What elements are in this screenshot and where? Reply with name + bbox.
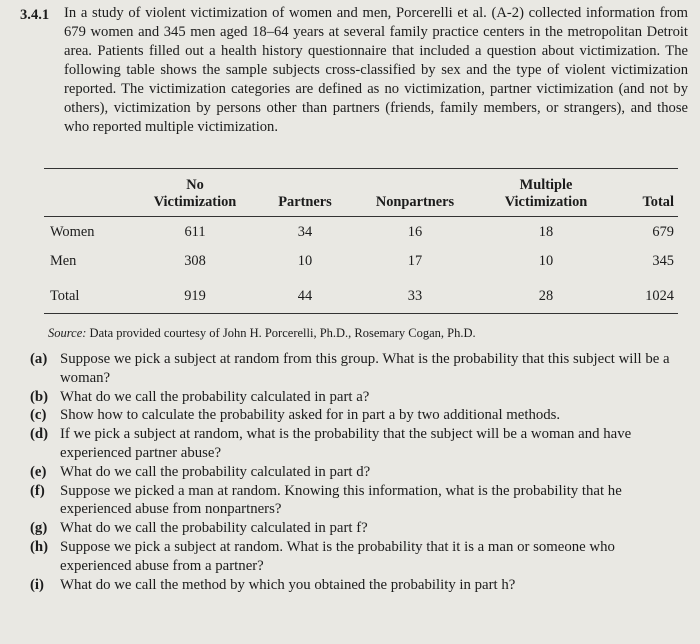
list-item bbox=[20, 576, 688, 595]
problem-text: In a study of violent victimization of women and men, Porcerelli et al. (A-2) collected information from 679 women and 345 men aged 18–64 years at several family practice centers in the metropolitan Detroit area. Patients filled out a health history questionnaire that included a question about victimization. The following table shows the sample subjects cross-classified by sex and the type of violent victimization reported. The victimization categories are defined as no victimization, partner victimization (and not by others), victimization by persons other than partners (friends, family members, or strangers), and those who reported multiple victimization. bbox=[64, 5, 688, 135]
table-cell: 611 bbox=[184, 224, 206, 240]
table-header-total: Total bbox=[642, 194, 674, 210]
question-text: Suppose we pick a subject at random. What is the probability that it is a man or someone who experienced abuse from a partner? bbox=[60, 538, 615, 574]
question-text: Suppose we picked a man at random. Knowing this information, what is the probability that he experienced abuse from nonpartners? bbox=[60, 482, 622, 518]
table-row bbox=[44, 217, 678, 247]
table-cell: 28 bbox=[538, 288, 554, 304]
table-cell: 16 bbox=[407, 224, 423, 240]
source-label: Source: bbox=[48, 326, 87, 340]
header-line: Multiple bbox=[519, 177, 573, 193]
list-item bbox=[20, 425, 688, 463]
table-cell: 44 bbox=[297, 288, 313, 304]
table-cell: 1024 bbox=[645, 288, 674, 304]
question-label: (c) bbox=[30, 407, 47, 424]
row-label: Women bbox=[50, 224, 95, 240]
list-item bbox=[20, 463, 688, 482]
list-item bbox=[20, 538, 688, 576]
table-cell: 18 bbox=[538, 224, 554, 240]
table-cell: 345 bbox=[652, 253, 674, 269]
victimization-table bbox=[44, 168, 678, 314]
problem-intro bbox=[20, 4, 688, 137]
question-label: (i) bbox=[30, 576, 44, 593]
table-cell: 33 bbox=[407, 288, 423, 304]
question-label: (a) bbox=[30, 351, 48, 367]
table-header-blank bbox=[44, 169, 132, 217]
table-cell: 10 bbox=[538, 253, 554, 269]
table-header-no-victimization bbox=[132, 169, 258, 217]
question-list bbox=[20, 350, 688, 594]
table-header-partners: Partners bbox=[278, 194, 332, 210]
problem-number: 3.4.1 bbox=[20, 7, 50, 23]
question-text: What do we call the probability calculated in part f? bbox=[60, 520, 368, 537]
table-cell: 919 bbox=[184, 288, 206, 304]
question-label: (b) bbox=[30, 388, 49, 405]
row-label: Men bbox=[50, 253, 77, 269]
question-label: (g) bbox=[30, 520, 48, 537]
table-header-row bbox=[44, 169, 678, 217]
header-line: No bbox=[186, 177, 204, 193]
question-label: (e) bbox=[30, 463, 47, 480]
table-header-multiple-victimization bbox=[478, 169, 614, 217]
table-cell: 679 bbox=[652, 224, 674, 240]
list-item bbox=[20, 406, 688, 425]
table-row-total bbox=[44, 275, 678, 314]
header-line: Victimization bbox=[504, 194, 588, 210]
table-cell: 10 bbox=[297, 253, 313, 269]
table-source-note bbox=[48, 326, 476, 341]
question-label: (f) bbox=[30, 482, 45, 499]
question-label: (d) bbox=[30, 426, 49, 443]
list-item bbox=[20, 388, 688, 407]
list-item bbox=[20, 350, 688, 388]
question-text: Suppose we pick a subject at random from this group. What is the probability that this subject will be a woman? bbox=[60, 351, 670, 386]
question-text: What do we call the probability calculated in part a? bbox=[60, 388, 370, 405]
table-row bbox=[44, 246, 678, 275]
source-text: Data provided courtesy of John H. Porcerelli, Ph.D., Rosemary Cogan, Ph.D. bbox=[89, 326, 476, 340]
table-cell: 308 bbox=[184, 253, 206, 269]
list-item bbox=[20, 519, 688, 538]
table-header-nonpartners: Nonpartners bbox=[375, 194, 455, 210]
question-label: (h) bbox=[30, 538, 49, 555]
list-item bbox=[20, 482, 688, 520]
question-text: Show how to calculate the probability asked for in part a by two additional methods. bbox=[60, 407, 561, 424]
question-text: If we pick a subject at random, what is the probability that the subject will be a woman and have experienced partner abuse? bbox=[60, 426, 632, 461]
table-cell: 17 bbox=[407, 253, 423, 269]
question-text: What do we call the method by which you obtained the probability in part h? bbox=[60, 576, 516, 593]
question-text: What do we call the probability calculated in part d? bbox=[60, 463, 371, 480]
table-cell: 34 bbox=[297, 224, 313, 240]
header-line: Victimization bbox=[153, 194, 237, 210]
row-label: Total bbox=[50, 288, 80, 304]
